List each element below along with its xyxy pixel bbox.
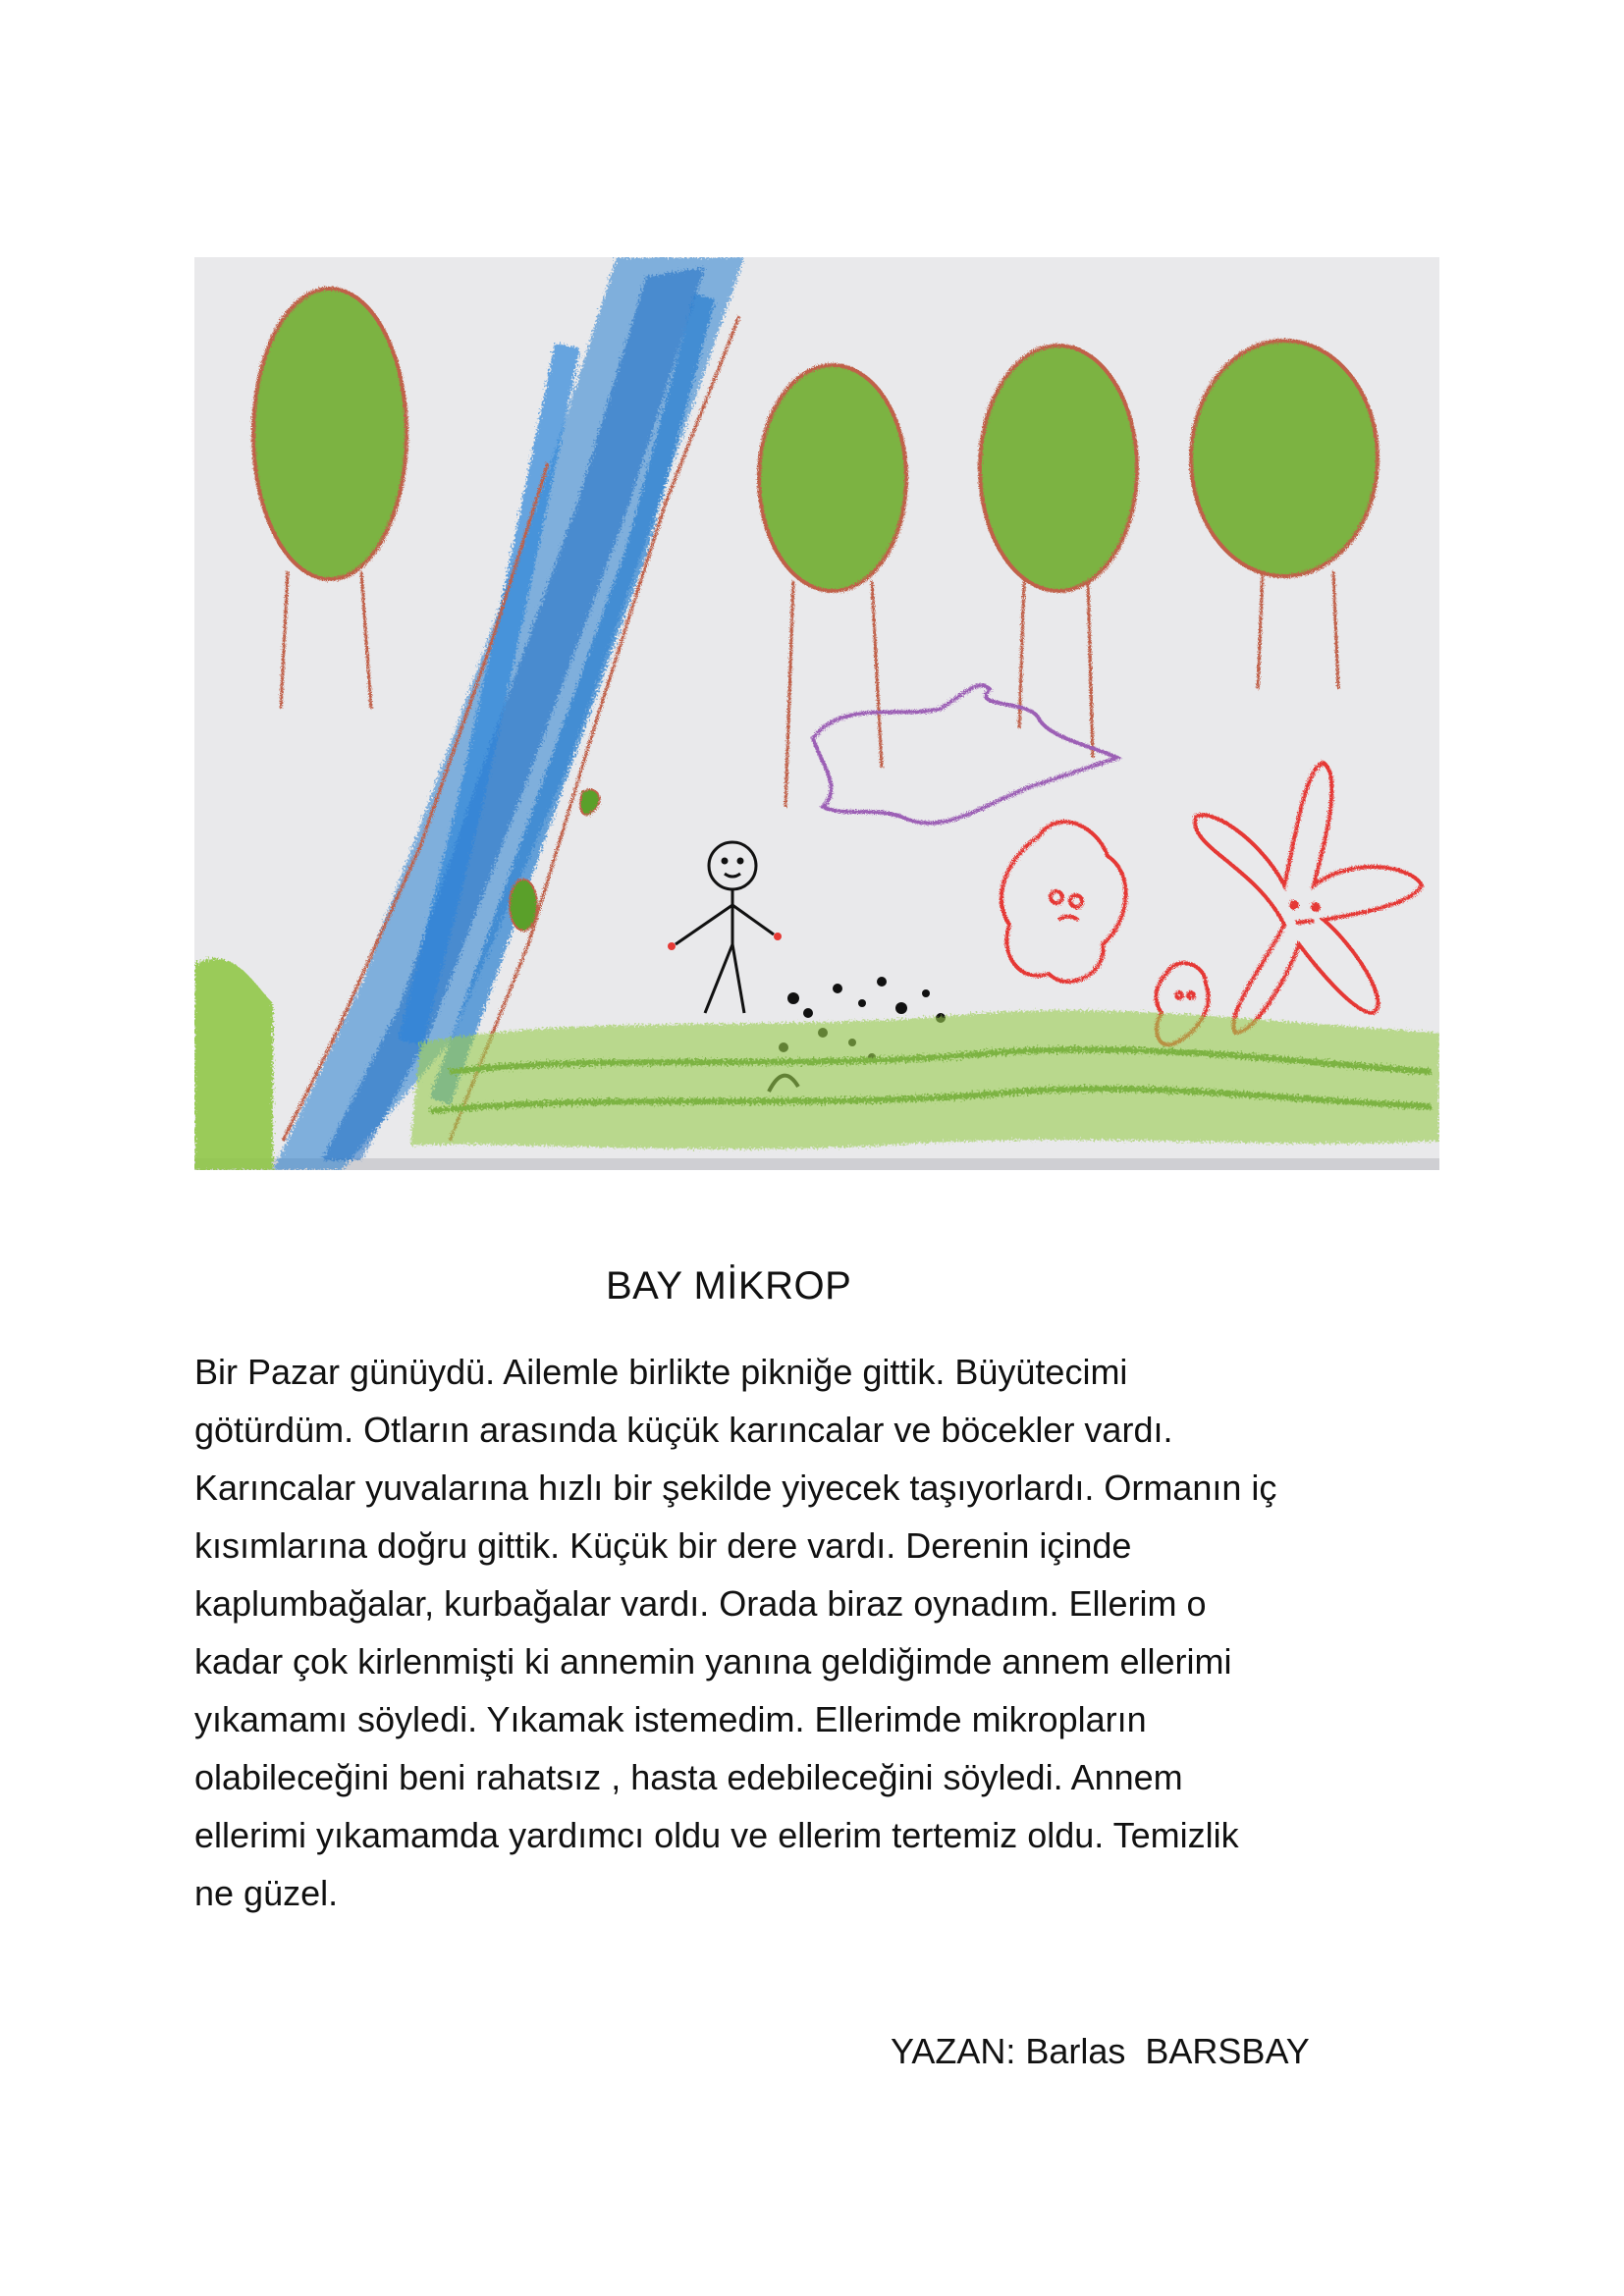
story-line: kaplumbağalar, kurbağalar vardı. Orada biraz oynadım. Ellerim o: [194, 1583, 1207, 1624]
story-line: olabileceğini beni rahatsız , hasta edebileceğini söyledi. Annem: [194, 1757, 1183, 1797]
story-line: Karıncalar yuvalarına hızlı bir şekilde yiyecek taşıyorlardı. Ormanın iç: [194, 1468, 1277, 1508]
story-title: BAY MİKROP: [606, 1264, 852, 1308]
story-line: ne güzel.: [194, 1873, 339, 1913]
crayon-drawing: [194, 257, 1439, 1170]
story-line: yıkamamı söyledi. Yıkamak istemedim. Ellerimde mikropların: [194, 1699, 1147, 1739]
story-line: kısımlarına doğru gittik. Küçük bir dere vardı. Derenin içinde: [194, 1525, 1132, 1566]
story-author: YAZAN: Barlas BARSBAY: [891, 2031, 1310, 2071]
story-line: Bir Pazar günüydü. Ailemle birlikte pikniğe gittik. Büyütecimi: [194, 1352, 1128, 1392]
story-line: götürdüm. Otların arasında küçük karıncalar ve böcekler vardı.: [194, 1410, 1173, 1450]
story-line: ellerimi yıkamamda yardımcı oldu ve ellerim tertemiz oldu. Temizlik: [194, 1815, 1239, 1855]
story-body: [194, 1343, 1441, 1922]
story-line: kadar çok kirlenmişti ki annemin yanına geldiğimde annem ellerimi: [194, 1641, 1232, 1682]
